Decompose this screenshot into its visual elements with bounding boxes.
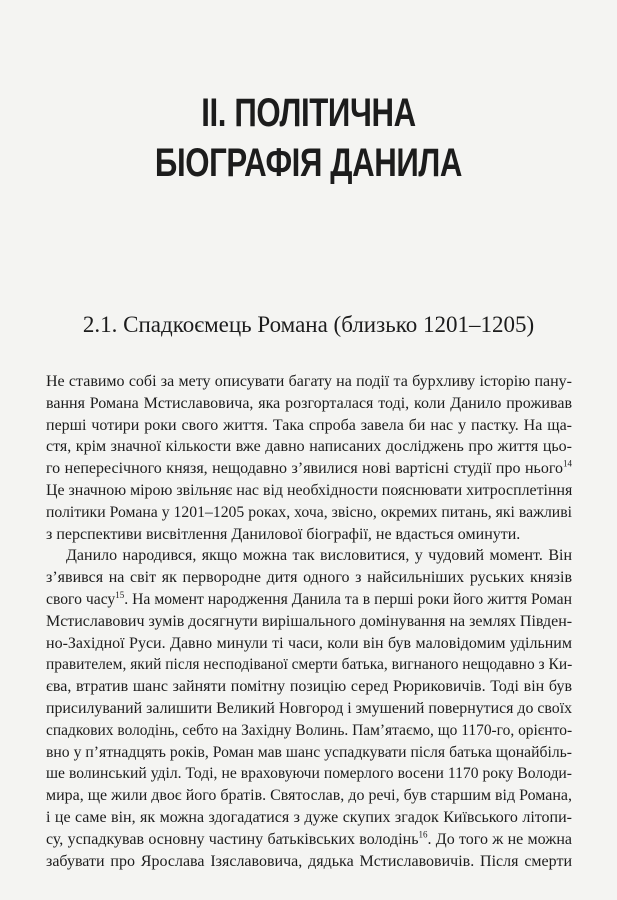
- section-heading: 2.1. Спадкоємець Романа (близько 1201–1205): [82, 312, 535, 337]
- text-line: [46, 829, 572, 851]
- text-segment: Не ставимо собі за мету описувати багату на події та бурхливу історію пану-: [46, 373, 572, 390]
- text-line: [46, 502, 572, 524]
- text-segment: ше волинський уділ. Тоді, не враховуючи померлого восени 1170 року Володи-: [46, 765, 572, 783]
- text-segment: го непересічного князя, нещодавно з’явилися нові вартісні студії про нього: [46, 460, 563, 478]
- text-line: [46, 785, 572, 807]
- text-segment: су, успадкував основну частину батьківських володінь: [46, 830, 419, 848]
- text-segment: Це значною мірою звільняє нас від необхідности пояснювати хитросплетіння: [46, 481, 573, 499]
- text-line: [46, 654, 572, 676]
- text-line: [46, 480, 572, 502]
- text-line: [46, 698, 572, 720]
- text-segment: . На момент народження Данила та в перші роки його життя Роман: [124, 590, 572, 608]
- text-line: [46, 371, 572, 393]
- text-line: [46, 567, 572, 589]
- text-line: [46, 807, 572, 829]
- text-line: [46, 524, 572, 546]
- text-line: [46, 720, 572, 742]
- text-segment: спадкових володінь, себто на Західну Волинь. Пам’ятаємо, що 1170-го, орієнто-: [46, 721, 573, 739]
- text-line: [46, 633, 572, 655]
- text-segment: свого часу: [46, 590, 116, 608]
- footnote-marker[interactable]: 15: [115, 589, 125, 600]
- paragraph: [46, 545, 572, 872]
- text-segment: но-Західної Руси. Давно минули ті часи, коли він був маловідомим удільним: [46, 634, 572, 652]
- text-line: [46, 851, 572, 873]
- text-segment: і це саме він, як можна здогадатися з дуже скупих згадок Київського літопи-: [46, 808, 572, 826]
- text-segment: Мстиславович зумів досягнути вирішального домінування на землях Півден-: [46, 612, 573, 630]
- text-segment: правителем, який після несподіваної смерти батька, вигнаного нещодавно з Ки-: [46, 656, 573, 674]
- text-line: [46, 545, 572, 567]
- text-line: [46, 458, 572, 480]
- text-line: [46, 415, 572, 437]
- paragraph: [46, 371, 572, 545]
- text-segment: присилуваний залишити Великий Новгород і змушений повернутися до своїх: [46, 699, 573, 717]
- footnote-marker[interactable]: 16: [418, 829, 428, 840]
- text-segment: перші чотири роки свого життя. Така спроба завела би нас у пастку. На ща-: [46, 416, 572, 434]
- text-line: [46, 589, 572, 611]
- text-line: [46, 742, 572, 764]
- body-text: [46, 371, 572, 872]
- text-segment: з перспективи висвітлення Данилової біографії, не вдасться оминути.: [46, 525, 521, 543]
- text-segment: вно у п’ятнадцять років, Роман мав шанс успадкувати після батька щонайбіль-: [46, 743, 572, 761]
- text-segment: Данило народився, якщо можна так висловитися, у чудовий момент. Він: [66, 547, 572, 565]
- chapter-title-line: ІІ. ПОЛІТИЧНА: [201, 91, 416, 135]
- text-segment: мира, ще жили двоє його братів. Святослав, до речі, був старшим від Романа,: [46, 787, 572, 805]
- text-segment: вання Романа Мстиславовича, яка розгорталася тоді, коли Данило проживав: [46, 394, 572, 412]
- chapter-title-line: БІОГРАФІЯ ДАНИЛА: [154, 141, 463, 185]
- text-line: [46, 393, 572, 415]
- text-segment: . До того ж не можна: [427, 830, 572, 848]
- text-segment: політики Романа у 1201–1205 роках, хоча, звісно, окремих питань, які важливі: [46, 503, 572, 521]
- text-segment: стя, крім значної кількости вже давно написаних досліджень про життя цьо-: [46, 438, 572, 456]
- text-line: [46, 436, 572, 458]
- text-segment: з’явився на світ як первородне дитя одного з найсильніших руських князів: [46, 569, 572, 587]
- text-line: [46, 763, 572, 785]
- chapter-title: [0, 88, 617, 188]
- footnote-marker[interactable]: 14: [563, 458, 572, 469]
- text-line: [46, 611, 572, 633]
- text-segment: єва, втратив шанс зайняти помітну позицію серед Рюриковичів. Тоді він був: [46, 678, 572, 696]
- text-line: [46, 676, 572, 698]
- text-segment: забувати про Ярослава Ізяславовича, дядька Мстиславовичів. Після смерти: [46, 852, 572, 870]
